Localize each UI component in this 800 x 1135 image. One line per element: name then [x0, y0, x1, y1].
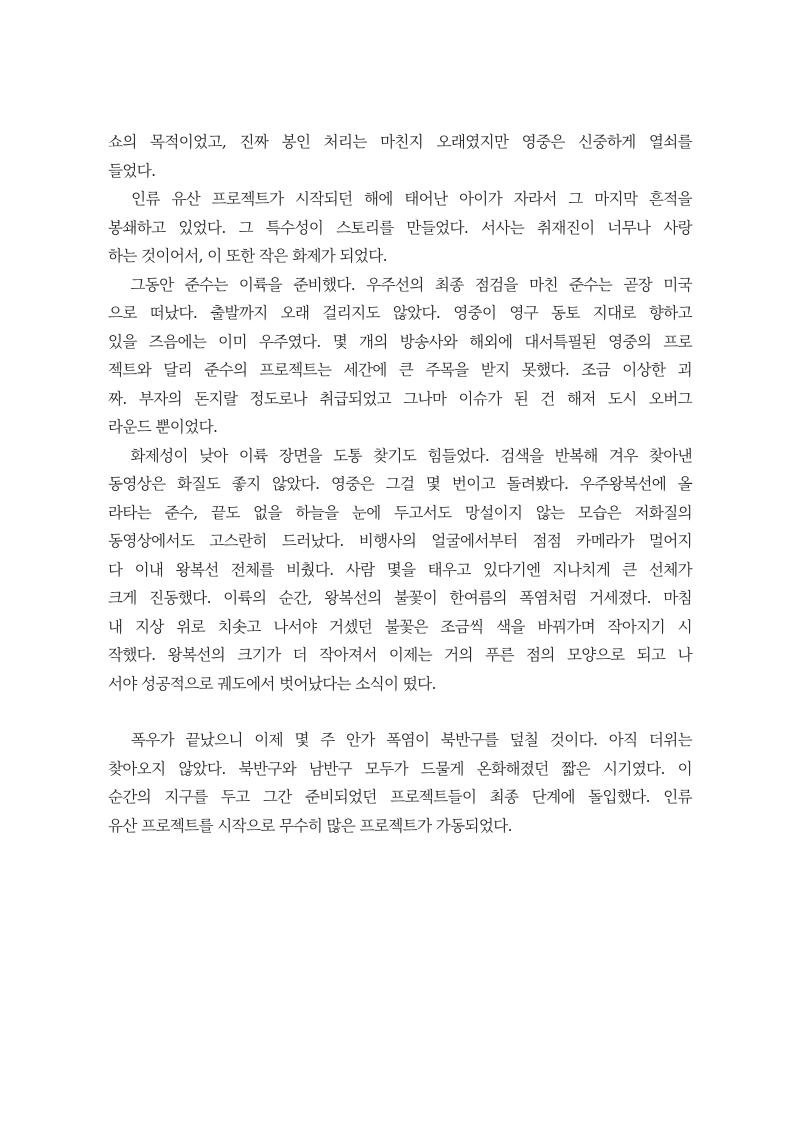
paragraph-2 — [108, 185, 692, 271]
text-line: 서야 성공적으로 궤도에서 벗어났다는 소식이 떴다. — [108, 674, 436, 693]
text-line: 다 이내 왕복선 전체를 비췄다. 사람 몇을 태우고 있다기엔 지나치게 큰 선체가 — [108, 560, 692, 579]
text-line: 폭우가 끝났으니 이제 몇 주 안가 폭염이 북반구를 덮칠 것이다. 아직 더위는 — [108, 731, 692, 749]
text-line: 순간의 지구를 두고 그간 준비되었던 프로젝트들이 최종 단계에 돌입했다. 인류 — [108, 788, 692, 806]
text-line: 으로 떠났다. 출발까지 오래 걸리지도 않았다. 영중이 영구 동토 지대로 향하고 — [108, 304, 692, 322]
document-page — [108, 128, 692, 840]
text-line: 동영상에서도 고스란히 드러났다. 비행사의 얼굴에서부터 점점 카메라가 멀어지 — [108, 532, 692, 550]
text-line: 내 지상 위로 치솟고 나서야 거셌던 불꽃은 조금씩 색을 바꿔가며 작아지기 시 — [108, 617, 692, 636]
paragraph-4 — [108, 442, 692, 699]
text-line: 봉쇄하고 있었다. 그 특수성이 스토리를 만들었다. 서사는 취재진이 너무나 사랑 — [108, 218, 692, 237]
text-line: 화제성이 낮아 이륙 장면을 도통 찾기도 힘들었다. 검색을 반복해 겨우 찾아낸 — [108, 446, 692, 465]
text-line: 인류 유산 프로젝트가 시작되던 해에 태어난 아이가 자라서 그 마지막 흔적을 — [108, 190, 692, 208]
text-line: 크게 진동했다. 이륙의 순간, 왕복선의 불꽃이 한여름의 폭염처럼 거세졌다. 마침 — [108, 589, 692, 607]
paragraph-gap — [108, 698, 692, 726]
text-line: 라운드 뿐이었다. — [108, 418, 218, 436]
text-line: 들었다. — [108, 161, 156, 180]
text-line: 작했다. 왕복선의 크기가 더 작아져서 이제는 거의 푸른 점의 모양으로 되고 나 — [108, 646, 692, 664]
text-line: 라타는 준수, 끝도 없을 하늘을 눈에 두고서도 망설이지 않는 모습은 저화질의 — [108, 503, 692, 522]
text-line: 짜. 부자의 돈지랄 정도로나 취급되었고 그나마 이슈가 된 건 해저 도시 오버그 — [108, 389, 692, 408]
text-line: 찾아오지 않았다. 북반구와 남반구 모두가 드물게 온화해졌던 짧은 시기였다. 이 — [108, 759, 692, 778]
text-line: 유산 프로젝트를 시작으로 무수히 많은 프로젝트가 가동되었다. — [108, 816, 512, 835]
paragraph-5 — [108, 726, 692, 840]
text-line: 있을 즈음에는 이미 우주였다. 몇 개의 방송사와 해외에 대서특필된 영중의 프로 — [108, 332, 692, 351]
text-line: 쇼의 목적이었고, 진짜 봉인 처리는 마친지 오래였지만 영중은 신중하게 열쇠를 — [108, 133, 692, 151]
paragraph-3 — [108, 271, 692, 442]
text-line: 젝트와 달리 준수의 프로젝트는 세간에 큰 주목을 받지 못했다. 조금 이상한 괴 — [108, 361, 692, 379]
paragraph-1 — [108, 128, 692, 185]
text-line: 하는 것이어서, 이 또한 작은 화제가 되었다. — [108, 247, 387, 265]
text-line: 그동안 준수는 이륙을 준비했다. 우주선의 최종 점검을 마친 준수는 곧장 미국 — [108, 275, 692, 294]
text-line: 동영상은 화질도 좋지 않았다. 영중은 그걸 몇 번이고 돌려봤다. 우주왕복선에 올 — [108, 475, 692, 493]
